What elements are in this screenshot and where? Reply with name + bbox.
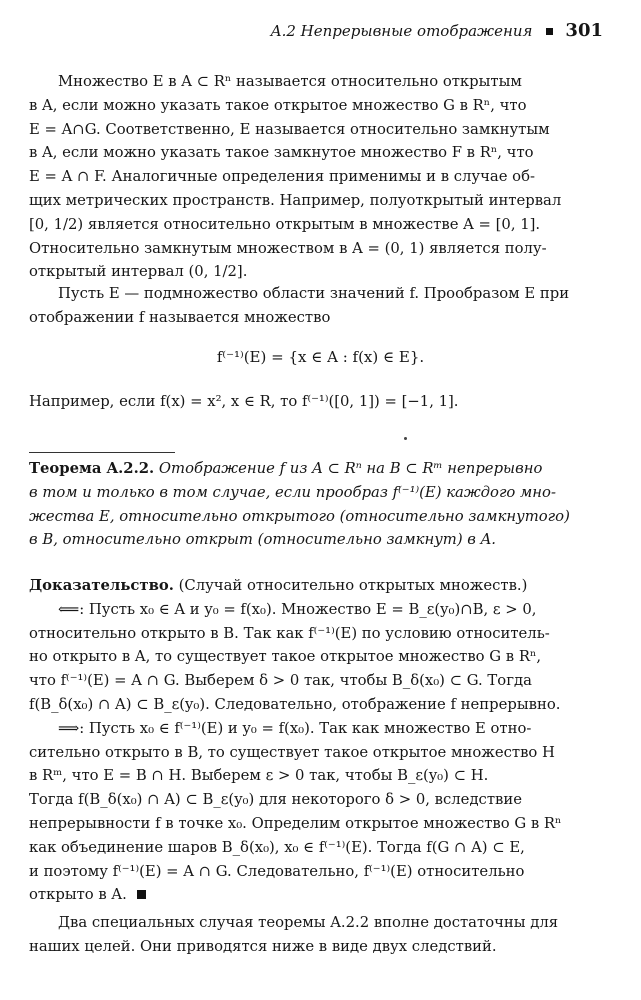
text-line: в A, если можно указать такое открытое множество G в Rⁿ, что — [29, 96, 527, 114]
text-line: и поэтому f⁽⁻¹⁾(E) = A ∩ G. Следовательно, f⁽⁻¹⁾(E) относительно — [29, 862, 525, 880]
text-line: щих метрических пространств. Например, полуоткрытый интервал — [29, 191, 562, 209]
text-line: сительно открыто в B, то существует такое открытое множество H — [29, 743, 555, 761]
running-title: A.2 Непрерывные отображения — [270, 22, 533, 40]
text-line: как объединение шаров B_δ(x₀), x₀ ∈ f⁽⁻¹⁾(E). Тогда f(G ∩ A) ⊂ E, — [29, 838, 525, 856]
page-number: 301 — [565, 20, 603, 41]
text-line: в A, если можно указать такое замкнутое множество F в Rⁿ, что — [29, 144, 534, 162]
text-line: Относительно замкнутым множеством в A = (0, 1) является полу- — [29, 239, 547, 257]
running-header — [271, 20, 603, 41]
text-line: но открыто в A, то существует такое открытое множество G в Rⁿ, — [29, 648, 542, 666]
text-line: [0, 1/2) является относительно открытым в множестве A = [0, 1]. — [29, 215, 541, 233]
text-line: открытый интервал (0, 1/2]. — [29, 263, 248, 281]
text-line: в том и только в том случае, если прообраз f⁽⁻¹⁾(E) каждого мно- — [29, 483, 556, 501]
text-line: непрерывности f в точке x₀. Определим открытое множество G в Rⁿ — [29, 814, 562, 832]
preimage-paragraph — [29, 282, 612, 330]
text-line: отображении f называется множество — [29, 308, 331, 326]
preimage-formula: f⁽⁻¹⁾(E) = {x ∈ A : f(x) ∈ E}. — [216, 348, 425, 366]
text-line: ⟸: Пусть x₀ ∈ A и y₀ = f(x₀). Множество E = B_ε(y₀)∩B, ε > 0, — [58, 600, 537, 618]
text-line: Тогда f(B_δ(x₀) ∩ A) ⊂ B_ε(y₀) для некоторого δ > 0, вследствие — [29, 791, 522, 809]
closing-paragraph — [29, 911, 612, 959]
theorem-block — [29, 457, 612, 552]
text-line: E = A∩G. Соответственно, E называется относительно замкнутым — [29, 120, 550, 138]
text-line: что f⁽⁻¹⁾(E) = A ∩ G. Выберем δ > 0 так, чтобы B_δ(x₀) ⊂ G. Тогда — [29, 672, 532, 690]
text-line: в Rᵐ, что E = B ∩ H. Выберем ε > 0 так, чтобы B_ε(y₀) ⊂ H. — [29, 767, 489, 785]
text-line: жества E, относительно открытого (относительно замкнутого) — [29, 507, 570, 525]
text-line: ⟹: Пусть x₀ ∈ f⁽⁻¹⁾(E) и y₀ = f(x₀). Так как множество E отно- — [58, 719, 532, 737]
text-line: в B, относительно открыт (относительно замкнут) в A. — [29, 531, 497, 549]
proof-label-tail: (Случай относительно открытых множеств.) — [178, 577, 528, 594]
section-rule — [29, 452, 175, 453]
text-line: E = A ∩ F. Аналогичные определения применимы и в случае об- — [29, 168, 535, 186]
theorem-label: Теорема A.2.2. — [29, 460, 155, 477]
text-line: Например, если f(x) = x², x ∈ R, то f⁽⁻¹⁾([0, 1]) = [−1, 1]. — [29, 393, 459, 410]
example-paragraph — [29, 390, 612, 414]
text-line: наших целей. Они приводятся ниже в виде двух следствий. — [29, 937, 497, 955]
print-speck — [404, 437, 407, 440]
proof-label: Доказательство. — [29, 577, 174, 594]
text-line: Пусть E — подмножество области значений f. Прообразом E при — [58, 285, 570, 302]
theorem-text: Отображение f из A ⊂ Rⁿ на B ⊂ Rᵐ непрерывно — [158, 460, 543, 477]
text-line — [29, 883, 612, 907]
text-line: Множество E в A ⊂ Rⁿ называется относительно открытым — [58, 73, 522, 90]
proof-block — [29, 574, 612, 907]
text-line — [29, 457, 612, 481]
text-line: относительно открыто в B. Так как f⁽⁻¹⁾(E) по условию относитель- — [29, 624, 550, 642]
intro-paragraph — [29, 70, 612, 284]
text-line: f(B_δ(x₀) ∩ A) ⊂ B_ε(y₀). Следовательно, отображение f непрерывно. — [29, 695, 561, 713]
text-line: Два специальных случая теоремы A.2.2 вполне достаточны для — [58, 914, 559, 931]
text-line — [29, 574, 612, 598]
qed-square-icon — [137, 890, 146, 899]
proof-last-line: открыто в A. — [29, 886, 127, 904]
header-square-bullet — [546, 28, 553, 35]
